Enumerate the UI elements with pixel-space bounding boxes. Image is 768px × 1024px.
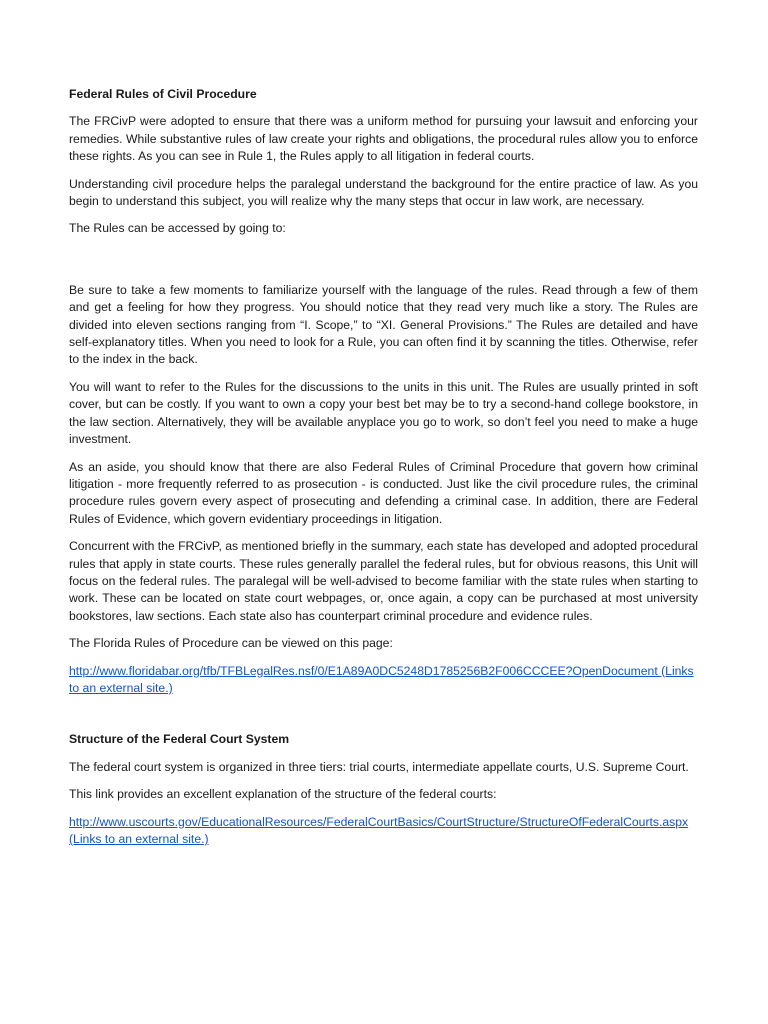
paragraph: The Rules can be accessed by going to: (69, 221, 286, 236)
paragraph: The Florida Rules of Procedure can be viewed on this page: (69, 636, 393, 651)
paragraph: You will want to refer to the Rules for the discussions to the units in this unit. The Rules are usually printed in soft cover, but can be costly. If you want to own a copy your best bet may be to try a second-hand college bookstore, in the law section. Alternatively, they will be available anyplace you go to work, so don’t feel you need to make a huge investment. (69, 379, 698, 447)
florida-rules-link[interactable]: http://www.floridabar.org/tfb/TFBLegalRes.nsf/0/E1A89A0DC5248D1785256B2F006CCCEE?OpenDocument (Links to an external site.) (69, 663, 694, 695)
uscourts-structure-link[interactable]: http://www.uscourts.gov/EducationalResources/FederalCourtBasics/CourtStructure/StructureOfFederalCourts.aspx (Links to an external site.) (69, 814, 689, 846)
paragraph: The FRCivP were adopted to ensure that there was a uniform method for pursuing your lawsuit and enforcing your remedies. While substantive rules of law create your rights and obligations, the procedural rules allow you to enforce these rights. As you can see in Rule 1, the Rules apply to all litigation in federal courts. (69, 114, 698, 164)
document-page (69, 86, 698, 858)
paragraph: The federal court system is organized in three tiers: trial courts, intermediate appellate courts, U.S. Supreme Court. (69, 759, 689, 774)
paragraph: Concurrent with the FRCivP, as mentioned briefly in the summary, each state has developed and adopted procedural rules that apply in state courts. These rules generally parallel the federal rules, but for obvious reasons, this Unit will focus on the federal rules. The paralegal will be well-advised to become familiar with the state rules when starting to work. These can be located on state court webpages, or, once again, a copy can be purchased at most university bookstores, law sections. Each state also has counterpart criminal procedure and evidence rules. (69, 539, 698, 623)
blank-space (69, 248, 698, 282)
blank-space (69, 707, 698, 731)
section-heading-court-structure: Structure of the Federal Court System (69, 732, 290, 747)
paragraph: This link provides an excellent explanation of the structure of the federal courts: (69, 787, 497, 802)
paragraph: Understanding civil procedure helps the paralegal understand the background for the entire practice of law. As you begin to understand this subject, you will realize why the many steps that occur in law work, are necessary. (69, 176, 698, 209)
paragraph: As an aside, you should know that there are also Federal Rules of Criminal Procedure that govern how criminal litigation - more frequently referred to as prosecution - is conducted. Just like the civil procedure rules, the criminal procedure rules govern every aspect of prosecuting and defending a criminal case. In addition, there are Federal Rules of Evidence, which govern evidentiary proceedings in litigation. (69, 459, 698, 526)
section-heading-frcivp: Federal Rules of Civil Procedure (69, 87, 257, 101)
paragraph: Be sure to take a few moments to familiarize yourself with the language of the rules. Read through a few of them and get a feeling for how they progress. You should notice that they read very much like a story. The Rules are divided into eleven sections ranging from “I. Scope,” to “XI. General Provisions.” The Rules are detailed and have self-explanatory titles. When you need to look for a Rule, you can often find it by scanning the titles. Otherwise, refer to the index in the back. (69, 282, 698, 367)
